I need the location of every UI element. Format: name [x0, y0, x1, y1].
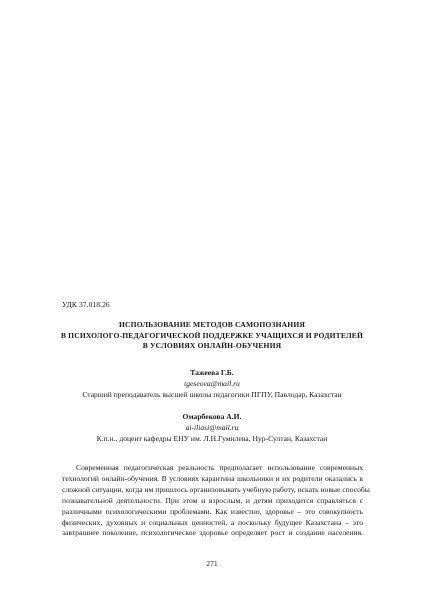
title-line: ИСПОЛЬЗОВАНИЕ МЕТОДОВ САМОПОЗНАНИЯ [118, 320, 306, 329]
author-email[interactable]: tgeseova@mail.ru [184, 378, 240, 388]
abstract-line: Современная педагогическая реальность предполагает использование современных [76, 463, 363, 472]
author-email[interactable]: ai-iliasi@mail.ru [185, 422, 239, 432]
udk-code: УДК 37.018.26 [62, 300, 110, 309]
author-name: Омарбекова А.И. [182, 412, 242, 421]
title-line: В ПСИХОЛОГО-ПЕДАГОГИЧЕСКОЙ ПОДДЕРЖКЕ УЧАЩИХСЯ И РОДИТЕЛЕЙ [60, 330, 364, 340]
abstract-line: познавательной деятельности. При этом и взрослым, и детям приходится справляться с [62, 495, 363, 505]
abstract-line: сложной ситуации, когда им пришлось организовывать учебную работу, искать новые способы [62, 484, 370, 494]
author-block [52, 368, 372, 400]
title-line: В УСЛОВИЯХ ОНЛАЙН-ОБУЧЕНИЯ [142, 341, 282, 350]
author-affiliation: К.п.н., доцент кафедры ЕНУ им. Л.Н.Гумилева, Нур-Султан, Казахстан [96, 433, 328, 443]
article-title [52, 320, 372, 352]
abstract-line: различными психологическими проблемами. Как известно, здоровье – это совокупность [62, 506, 363, 516]
author-block [52, 412, 372, 444]
author-affiliation: Старший преподаватель высшей школы педагогики ПГПУ, Павлодар, Казахстан [82, 389, 342, 399]
abstract-line: физических, духовных и социальных ценностей, а поскольку будущее Казахстана – это [62, 517, 363, 527]
abstract-paragraph [62, 463, 370, 539]
author-name: Тажеева Г.Б. [190, 368, 234, 377]
abstract-line: завтрашнее поколение, психологическое здоровье определяет рост и создание населения. [62, 528, 363, 538]
page-number: 271 [206, 559, 218, 568]
abstract-line: технологий онлайн-обучения. В условиях карантина школьники и их родители оказались в [62, 473, 363, 483]
